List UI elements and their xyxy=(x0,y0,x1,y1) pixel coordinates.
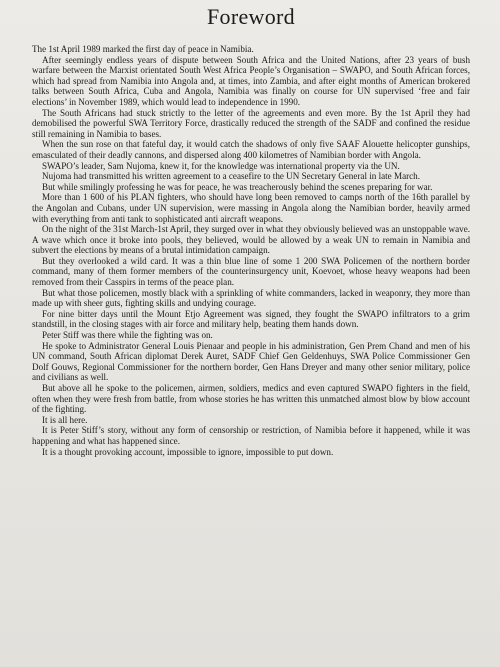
paragraph: More than 1 600 of his PLAN fighters, who should have long been removed to camps north of the 16th parallel by the Angolan and Cubans, under UN supervision, were massing in Angola along the Namibian border, heavily armed with everything from anti tank to sophisticated anti aircraft weapons. xyxy=(32,192,470,224)
paragraph: Nujoma had transmitted his written agreement to a ceasefire to the UN Secretary General in late March. xyxy=(42,171,420,182)
page-title: Foreword xyxy=(207,4,295,29)
paragraph: But above all he spoke to the policemen, airmen, soldiers, medics and even captured SWAPO fighters in the field, often when they were fresh from battle, from whose stories he has written this unmatched almost blow by blow account of the fighting. xyxy=(32,383,470,415)
paragraph: But they overlooked a wild card. It was a thin blue line of some 1 200 SWA Policemen of the northern border command, many of them former members of the counterinsurgency unit, Koevoet, whose heavy weapons had been removed from their Casspirs in terms of the peace plan. xyxy=(32,255,470,288)
foreword-body xyxy=(32,44,470,457)
paragraph: The 1st April 1989 marked the first day of peace in Namibia. xyxy=(32,44,254,54)
paragraph: When the sun rose on that fateful day, it would catch the shadows of only five SAAF Alouette helicopter gunships, emasculated of their deadly cannons, and dispersed along 400 kilometres of Namibian border with Angola. xyxy=(32,139,470,160)
paragraph: But what those policemen, mostly black with a sprinkling of white commanders, lacked in weaponry, they more than made up with sheer guts, fighting skills and undying courage. xyxy=(32,287,470,309)
paragraph: On the night of the 31st March-1st April, they surged over in what they obviously believed was an unstoppable wave. A wave which once it broke into pools, they believed, would be allowed by a weak UN to remain in Namibia and subvert the elections by means of a brutal intimidation campaign. xyxy=(32,224,470,256)
paragraph: It is Peter Stiff’s story, without any form of censorship or restriction, of Namibia before it happened, while it was happening and what has happened since. xyxy=(32,425,470,446)
paragraph: It is a thought provoking account, impossible to ignore, impossible to put down. xyxy=(42,446,334,457)
paragraph: SWAPO’s leader, Sam Nujoma, knew it, for the knowledge was international property via the UN. xyxy=(42,160,400,171)
paragraph: He spoke to Administrator General Louis Pienaar and people in his administration, Gen Prem Chand and men of his UN command, South African diplomat Derek Auret, SADF Chief Gen Geldenhuys, SWA Police Commissioner Gen Dolf Gouws, Regional Commissioner for the northern border, Gen Hans Dreyer and many other senior military, police and civilians as well. xyxy=(32,340,470,383)
paragraph: After seemingly endless years of dispute between South Africa and the United Nations, after 23 years of bush warfare between the Marxist orientated South West Africa People’s Organisation – SWAPO, and South African forces, which had spread from Namibia into Angola and, at times, into Zambia, and after eight months of American brokered talks between South Africa, Cuba and Angola, Namibia was finally on course for UN supervised ‘free and fair elections’ in November 1989, which would lead to independence in 1990. xyxy=(32,54,470,107)
paragraph: Peter Stiff was there while the fighting was on. xyxy=(42,330,213,341)
paragraph: It is all here. xyxy=(42,414,88,425)
paragraph: The South Africans had stuck strictly to the letter of the agreements and even more. By the 1st April they had demobilised the powerful SWA Territory Force, drastically reduced the strength of the SADF and confined the residue still remaining in Namibia to bases. xyxy=(32,107,470,139)
paragraph: But while smilingly professing he was for peace, he was treacherously behind the scenes preparing for war. xyxy=(42,181,433,192)
paragraph: For nine bitter days until the Mount Etjo Agreement was signed, they fought the SWAPO infiltrators to a grim standstill, in the closing stages with air force and military help, beating them hands down. xyxy=(32,308,470,330)
